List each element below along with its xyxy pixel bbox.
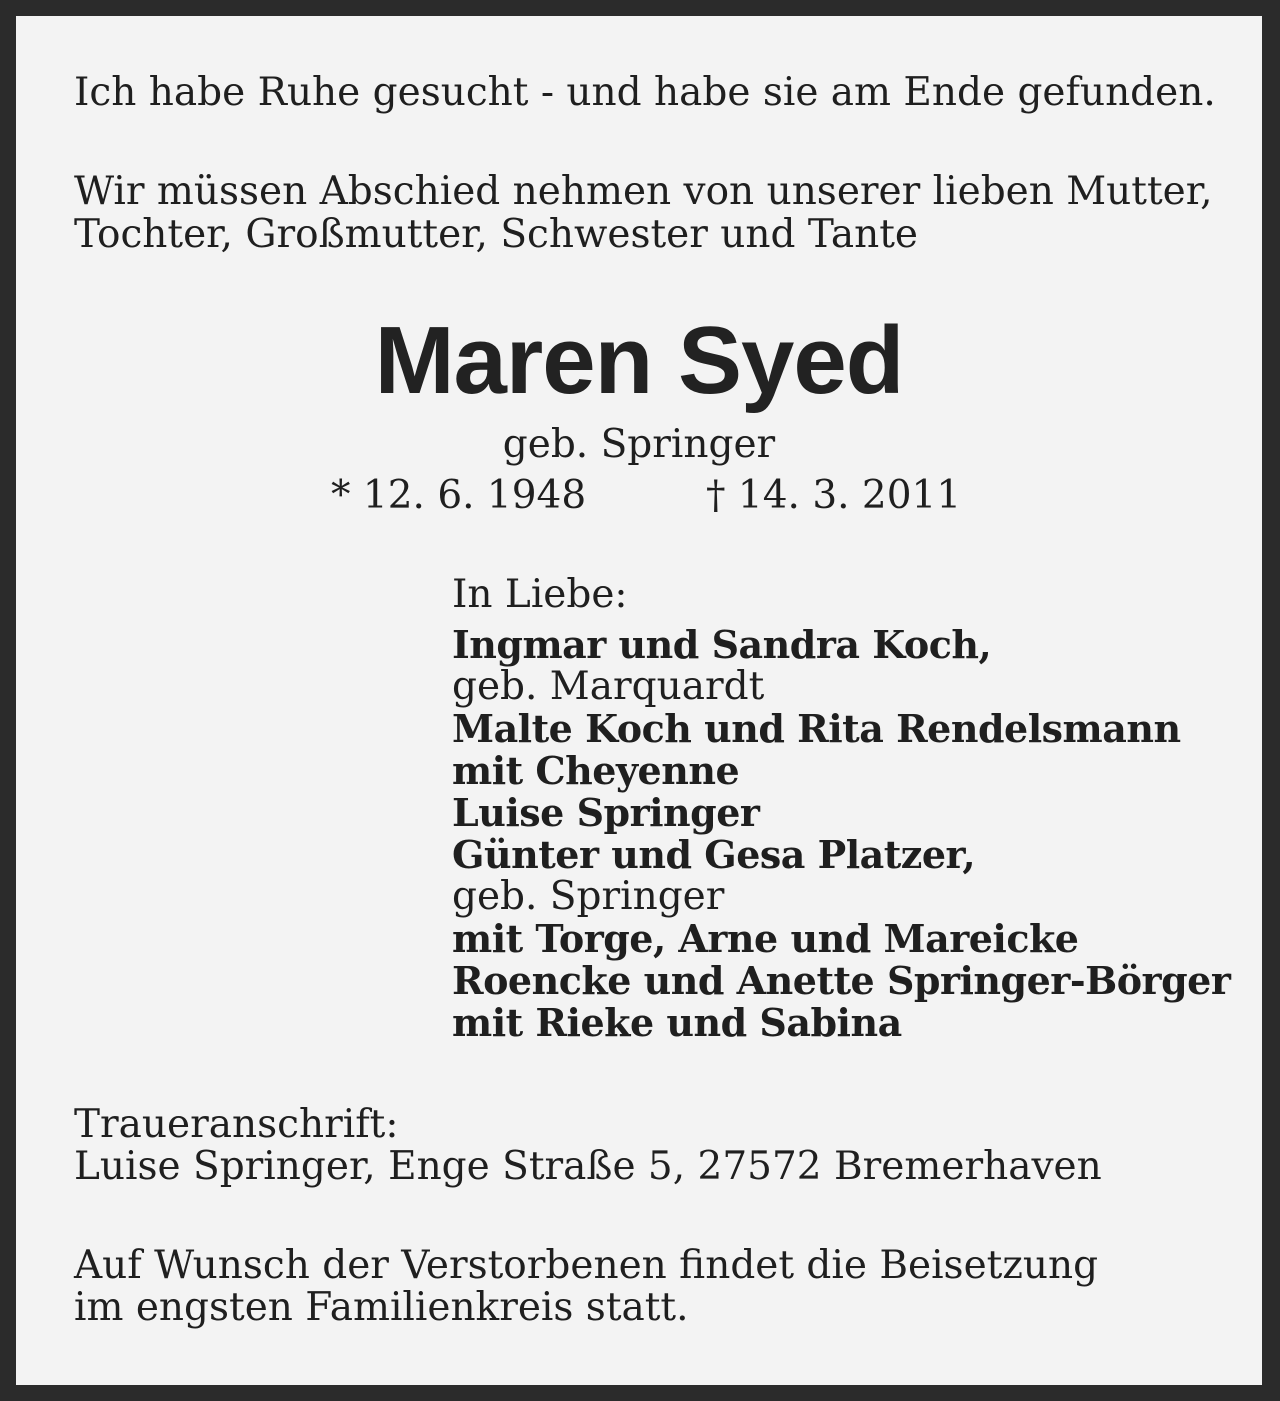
birth-date: * 12. 6. 1948: [331, 473, 587, 518]
farewell-line-2: Tochter, Großmutter, Schwester und Tante: [74, 212, 918, 257]
deceased-name: Maren Syed: [374, 307, 904, 414]
family-line: Luise Springer: [452, 790, 760, 835]
family-line: mit Torge, Arne und Mareicke: [452, 916, 1079, 961]
family-line: Günter und Gesa Platzer,: [452, 832, 976, 877]
family-line: geb. Springer: [452, 874, 725, 919]
funeral-note-line-2: im engsten Familienkreis statt.: [74, 1285, 689, 1330]
intro-quote: Ich habe Ruhe gesucht - und habe sie am Ende gefunden.: [74, 70, 1216, 115]
family-heading: In Liebe:: [452, 572, 628, 617]
family-list: [452, 574, 1230, 1044]
family-line: Roencke und Anette Springer-Börger: [452, 958, 1231, 1003]
family-line: Ingmar und Sandra Koch,: [452, 622, 992, 667]
death-date: † 14. 3. 2011: [706, 473, 962, 518]
family-line: geb. Marquardt: [452, 664, 765, 709]
obituary-notice: [16, 16, 1262, 1385]
family-line: Malte Koch und Rita Rendelsmann: [452, 706, 1181, 751]
family-line: mit Cheyenne: [452, 748, 740, 793]
funeral-note-line-1: Auf Wunsch der Verstorbenen findet die Beisetzung: [74, 1243, 1099, 1288]
farewell-line-1: Wir müssen Abschied nehmen von unserer lieben Mutter,: [74, 169, 1213, 214]
family-line: mit Rieke und Sabina: [452, 1000, 902, 1045]
address-value: Luise Springer, Enge Straße 5, 27572 Bremerhaven: [74, 1144, 1102, 1189]
address-label: Traueranschrift:: [74, 1102, 399, 1147]
maiden-name: geb. Springer: [502, 422, 776, 467]
